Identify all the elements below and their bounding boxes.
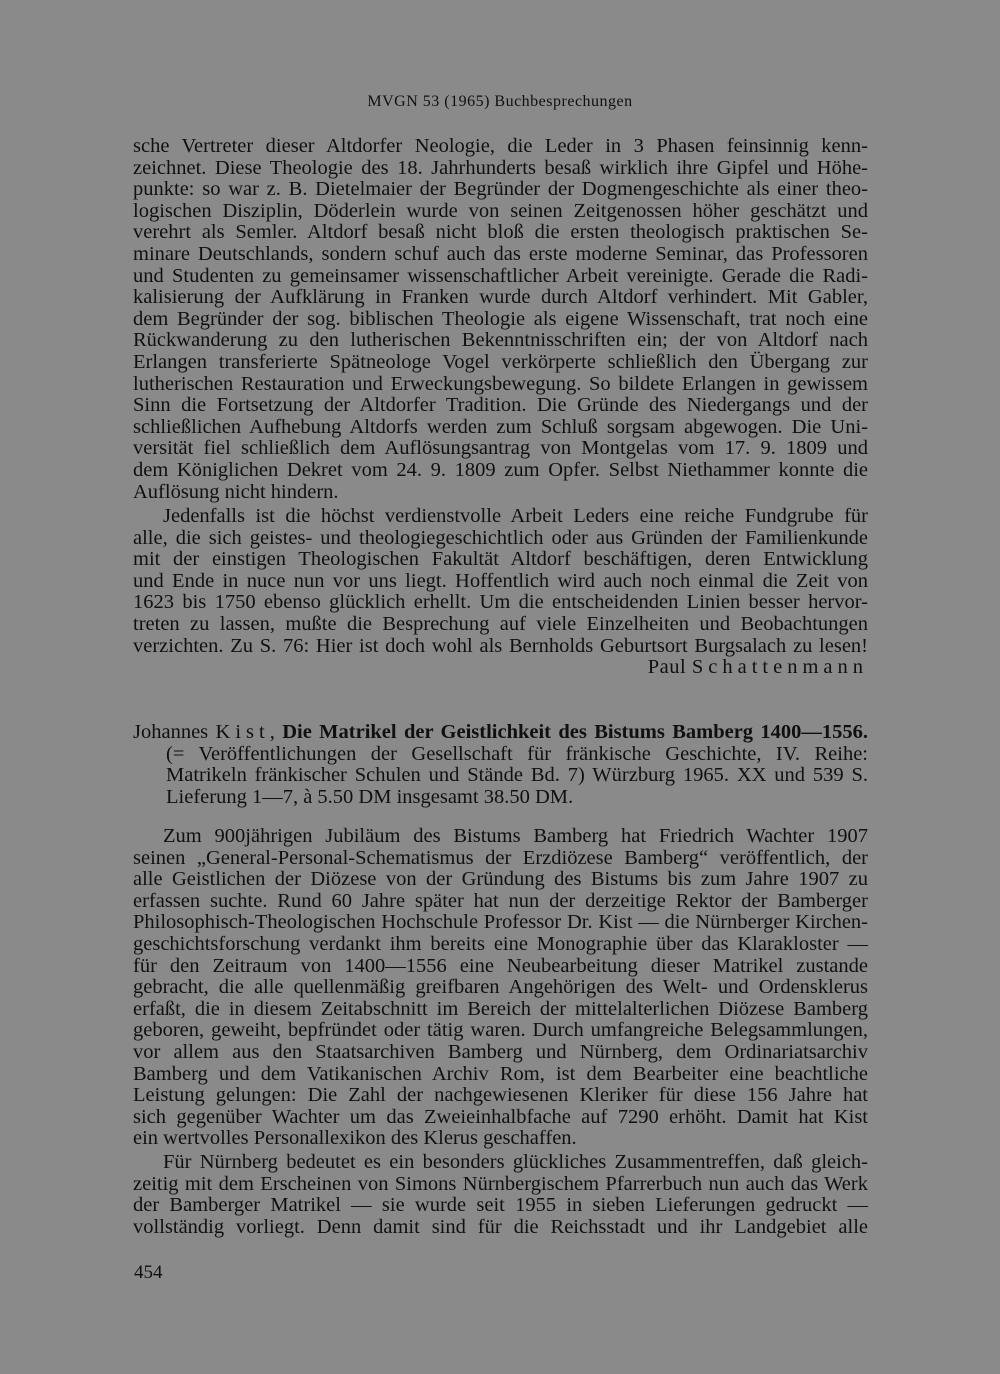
text-line: Philosophisch-Theologischen Hochschule Professor Dr. Kist — die Nürnberger Kirchen- [133,911,868,934]
review2-paragraph1 [133,826,868,1150]
bibliography-heading [133,722,868,744]
text-line: erfaßt, die in diesem Zeitabschnitt im Bereich der mittelalterlichen Diözese Bamberg [133,997,868,1020]
review1-paragraph2 [133,506,868,657]
text-line: Sinn die Fortsetzung der Altdorfer Tradition. Die Gründe des Niedergangs und der [133,394,868,417]
text-line: sche Vertreter dieser Altdorfer Neologie, die Leder in 3 Phasen feinsinnig kenn- [133,135,868,157]
text-line: mit der einstigen Theologischen Fakultät Altdorf beschäftigen, deren Entwicklung [133,548,868,571]
text-line: für den Zeitraum von 1400—1556 eine Neubearbeitung dieser Matrikel zustande [133,954,868,977]
text-line: seinen „General-Personal-Schematismus der Erzdiözese Bamberg“ veröffentlich, der [133,846,868,869]
text-line: Jedenfalls ist die höchst verdienstvolle Arbeit Leders eine reiche Fundgrube für [163,505,868,527]
text-line: erfassen suchte. Rund 60 Jahre später hat nun der derzeitige Rektor der Bamberger [133,889,868,912]
text-line: Leistung gelungen: Die Zahl der nachgewiesenen Kleriker für diese 156 Jahre hat [133,1084,868,1107]
text-line: Bamberg und dem Vatikanischen Archiv Rom, ist dem Bearbeiter eine beachtliche [133,1062,868,1085]
text-line: logischen Disziplin, Döderlein wurde von seinen Zeitgenossen höher geschätzt und [133,199,868,222]
author-separator: , [269,721,275,743]
author-last-name: Kist [215,721,270,743]
text-line: Rückwanderung zu den lutherischen Bekenntnisschriften ein; der von Altdorf nach [133,329,868,352]
text-line: versität fiel schließlich dem Auflösungsantrag von Montgelas vom 17. 9. 1809 und [133,437,868,460]
text-line: und Ende in nuce nun vor uns liegt. Hoffentlich wird auch noch einmal die Zeit von [133,569,868,592]
text-line: dem Begründer der sog. biblischen Theologie als eigene Wissenschaft, trat noch eine [133,307,868,330]
text-line: Erlangen transferierte Spätneologe Vogel verkörperte schließlich den Übergang zur [133,350,868,373]
text-line: Matrikeln fränkischer Schulen und Stände Bd. 7) Würzburg 1965. XX und 539 S. [166,764,868,787]
text-line: alle, die sich geistes- und theologiegeschichtlich oder aus Gründen der Familienkunde [133,526,868,549]
text-line: minare Deutschlands, sondern schuf auch das erste moderne Seminar, das Professoren [133,242,868,265]
text-line: geboren, geweiht, bepfründet oder tätig waren. Durch umfangreiche Belegsammlungen, [133,1019,868,1042]
text-line: vollständig vorliegt. Denn damit sind für die Reichsstadt und ihr Landgebiet alle [133,1215,868,1238]
text-line: und Studenten zu gemeinsamer wissenschaftlicher Arbeit vereinigte. Gerade die Radi- [133,264,868,287]
text-line: treten zu lassen, mußte die Besprechung auf viele Einzelheiten und Beobachtungen [133,612,868,635]
text-line: Lieferung 1—7, à 5.50 DM insgesamt 38.50 DM. [166,785,574,808]
text-line: Für Nürnberg bedeutet es ein besonders glückliches Zusammentreffen, daß gleich- [163,1151,868,1173]
text-line: schließlichen Aufhebung Altdorfs werden zum Schluß sorgsam abgewogen. Die Uni- [133,415,868,438]
text-line: alle Geistlichen der Diözese von der Gründung des Bistums bis zum Jahre 1907 zu [133,868,868,891]
text-line: verzichten. Zu S. 76: Hier ist doch wohl als Bernholds Geburtsort Burgsalach zu lesen! [133,634,868,657]
running-head: MVGN 53 (1965) Buchbesprechungen [367,93,633,110]
text-line: ein wertvolles Personallexikon des Klerus geschaffen. [133,1127,577,1150]
author-first-name: Johannes [133,721,209,743]
text-line: zeichnet. Diese Theologie des 18. Jahrhunderts besaß wirklich ihre Gipfel und Höhe- [133,156,868,179]
review2-bibliography [133,722,868,808]
text-line: (= Veröffentlichungen der Gesellschaft für fränkische Geschichte, IV. Reihe: [166,742,868,765]
book-title: Die Matrikel der Geistlichkeit des Bistums Bamberg 1400—1556. [282,721,869,743]
text-line: der Bamberger Matrikel — sie wurde seit 1955 in sieben Lieferungen gedruckt — [133,1194,868,1217]
text-line: verehrt als Semler. Altdorf besaß nicht bloß die ersten theologisch praktischen Se- [133,221,868,244]
text-line: punkte: so war z. B. Dietelmaier der Begründer der Dogmengeschichte als einer theo- [133,178,868,201]
text-line: vor allem aus den Staatsarchiven Bamberg und Nürnberg, dem Ordinariatsarchiv [133,1040,868,1063]
text-line: kalisierung der Aufklärung in Franken wurde durch Altdorf verhindert. Mit Gabler, [133,286,868,309]
review2-paragraph2 [133,1152,868,1238]
page-number: 454 [134,1262,163,1283]
text-line: lutherischen Restauration und Erweckungsbewegung. So bildete Erlangen in gewissem [133,372,868,395]
text-line: Zum 900jährigen Jubiläum des Bistums Bamberg hat Friedrich Wachter 1907 [163,825,868,847]
text-line: geschichtsforschung verdankt ihm bereits eine Monographie über das Klarakloster — [133,932,868,955]
text-line: sich gegenüber Wachter um das Zweieinhalbfache auf 7290 erhöht. Damit hat Kist [133,1105,868,1128]
text-line: gebracht, die alle quellenmäßig greifbaren Angehörigen des Welt- und Ordensklerus [133,976,868,999]
text-line: Auflösung nicht hindern. [133,480,339,503]
review1-paragraph1 [133,136,868,503]
reviewer-signature [133,656,868,678]
reviewer-first-name: Paul [647,656,687,678]
reviewer-last-name: Schattenmann [691,656,868,678]
text-line: zeitig mit dem Erscheinen von Simons Nürnbergischem Pfarrerbuch nun auch das Werk [133,1172,868,1195]
text-line: 1623 bis 1750 ebenso glücklich erhellt. Um die entscheidenden Linien besser hervor- [133,591,868,614]
text-line: dem Königlichen Dekret vom 24. 9. 1809 zum Opfer. Selbst Niethammer konnte die [133,458,868,481]
